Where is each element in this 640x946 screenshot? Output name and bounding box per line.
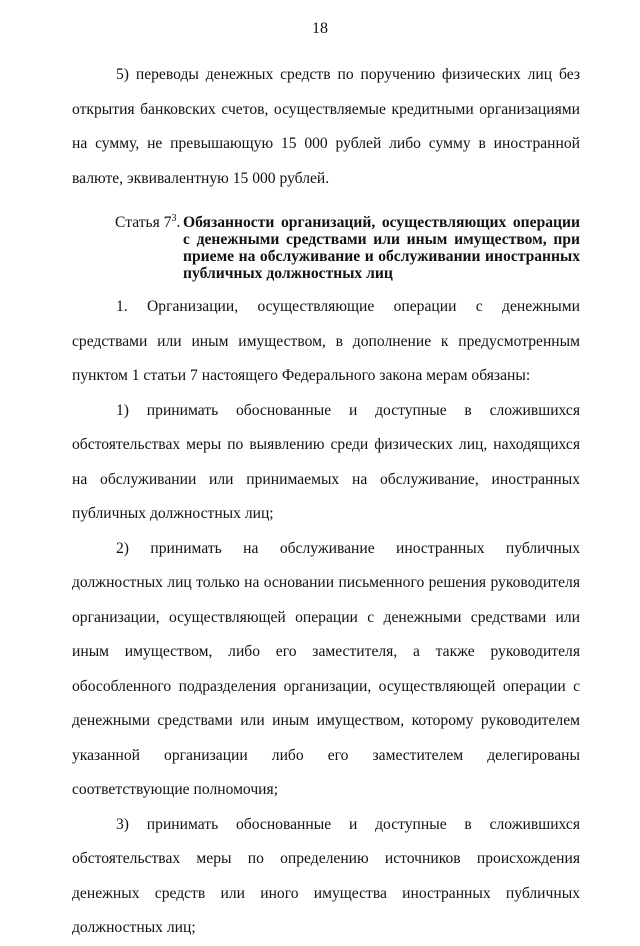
article-superscript: 3 bbox=[171, 212, 177, 224]
article-prefix: Статья 7 bbox=[115, 214, 172, 231]
paragraph: 1) принимать обоснованные и доступные в сложившихся обстоятельствах меры по выявлению среди физических лиц, находящихся на обслуживании или принимаемых на обслуживание, иностранных публичных должностных лиц; bbox=[72, 401, 580, 522]
paragraph: 2) принимать на обслуживание иностранных публичных должностных лиц только на основании письменного решения руководителя организации, осуществляющей операции с денежными средствами или иным имуществом, либо его заместителя, а также руководителя обособленного подразделения организации, осуществляющей операции с денежными средствами или иным имуществом, которому руководителем указанной организации либо его заместителем делегированы соответствующие полномочия; bbox=[72, 539, 580, 798]
article-number: Статья $7^3$. bbox=[115, 212, 181, 231]
body-text-block bbox=[72, 290, 580, 946]
article-heading bbox=[115, 214, 580, 282]
paragraph: 1. Организации, осуществляющие операции с денежными средствами или иным имуществом, в дополнение к предусмотренным пунктом 1 статьи 7 настоящего Федерального закона мерам обязаны: bbox=[72, 298, 580, 384]
paragraph: 3) принимать обоснованные и доступные в сложившихся обстоятельствах меры по определению источников происхождения денежных средств или иного имущества иностранных публичных должностных лиц; bbox=[72, 815, 580, 936]
intro-paragraph: 5) переводы денежных средств по поручению физических лиц без открытия банковских счетов, осуществляемые кредитными организациями на сумму, не превышающую 15 000 рублей либо сумму в иностранной валюте, эквивалентную 15 000 рублей. bbox=[72, 66, 580, 187]
page-number: 18 bbox=[312, 20, 328, 37]
article-title: Обязанности организаций, осуществляющих операции с денежными средствами или иным имуществом, при приеме на обслуживание и обслуживании иностранных публичных должностных лиц bbox=[183, 214, 580, 282]
intro-text-block bbox=[72, 58, 580, 196]
